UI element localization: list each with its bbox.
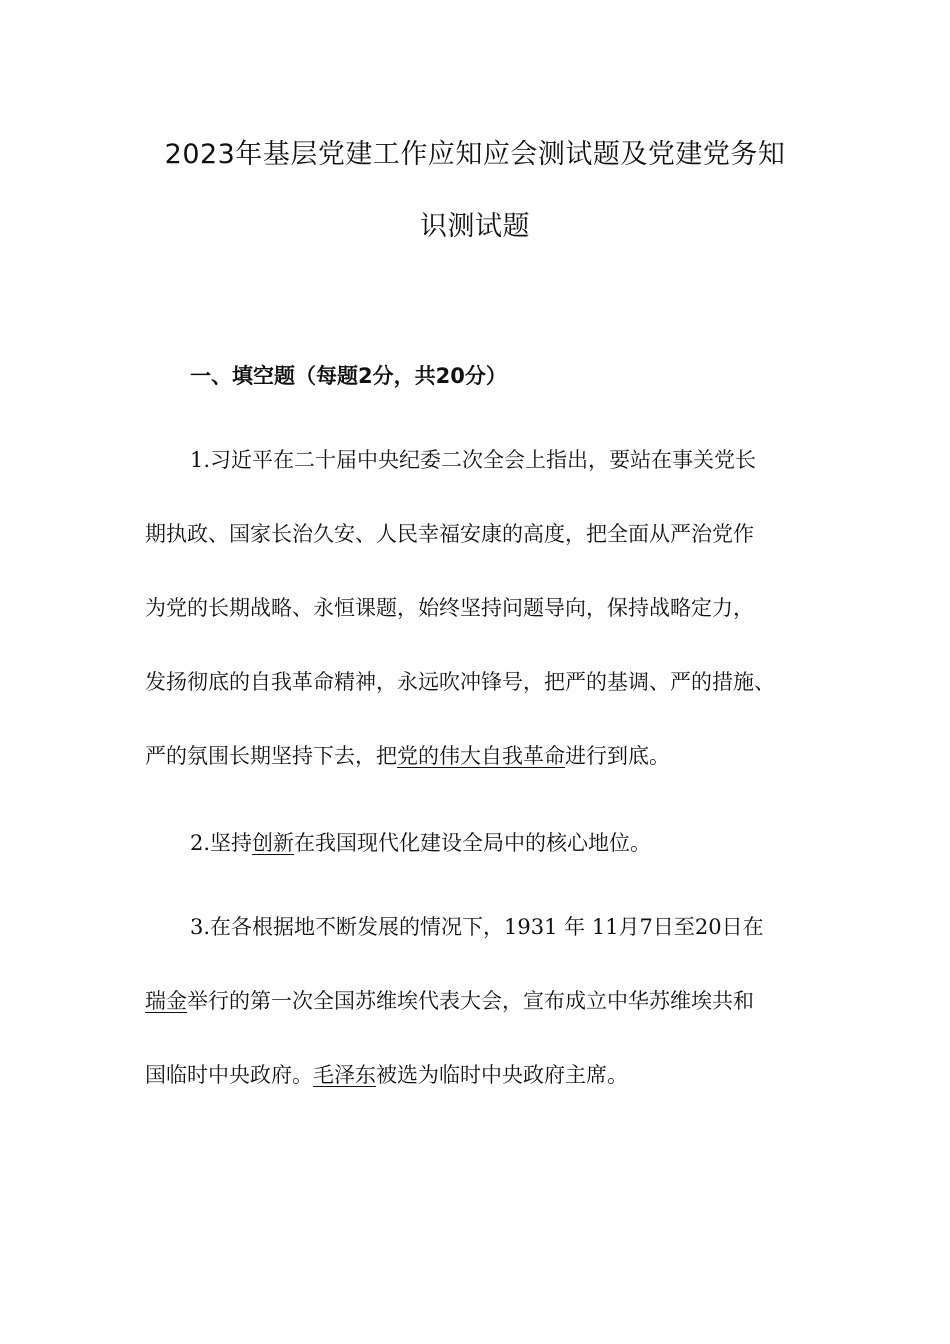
q2-before: 2.坚持 xyxy=(190,831,253,855)
q3-line-3 xyxy=(145,1061,628,1089)
q1-line-3: 为党的长期战略、永恒课题，始终坚持问题导向，保持战略定力， xyxy=(145,596,754,620)
q1-line-2: 期执政、国家长治久安、人民幸福安康的高度，把全面从严治党作 xyxy=(145,522,754,546)
q1-answer: 党的伟大自我革命 xyxy=(397,744,565,768)
q3-line-3-before: 国临时中央政府。 xyxy=(145,1063,313,1087)
q2-line xyxy=(190,829,651,857)
q1-line-5-after: 进行到底。 xyxy=(565,744,670,768)
q3-line-3-after: 被选为临时中央政府主席。 xyxy=(376,1063,628,1087)
q1-line-5-before: 严的氛围长期坚持下去，把 xyxy=(145,744,397,768)
q2-answer: 创新 xyxy=(252,831,295,855)
q3-line-2-after: 举行的第一次全国苏维埃代表大会，宣布成立中华苏维埃共和 xyxy=(187,989,754,1013)
q1-line-5 xyxy=(145,742,670,770)
q3-line-2 xyxy=(145,987,754,1015)
q3-answer-2: 毛泽东 xyxy=(313,1063,376,1087)
document-title-line-2: 识测试题 xyxy=(420,211,530,242)
q2-after: 在我国现代化建设全局中的核心地位。 xyxy=(294,831,652,855)
q1-line-4: 发扬彻底的自我革命精神，永远吹冲锋号，把严的基调、严的措施、 xyxy=(145,670,775,694)
q3-answer-1: 瑞金 xyxy=(145,989,187,1013)
q3-line-1: 3.在各根据地不断发展的情况下，1931 年 11月7日至20日在 xyxy=(190,915,764,939)
document-title-line-1: 2023年基层党建工作应知应会测试题及党建党务知 xyxy=(164,139,786,170)
q1-line-1: 1.习近平在二十届中央纪委二次全会上指出，要站在事关党长 xyxy=(190,448,757,472)
section-heading: 一、填空题（每题2分，共20分） xyxy=(190,364,507,388)
